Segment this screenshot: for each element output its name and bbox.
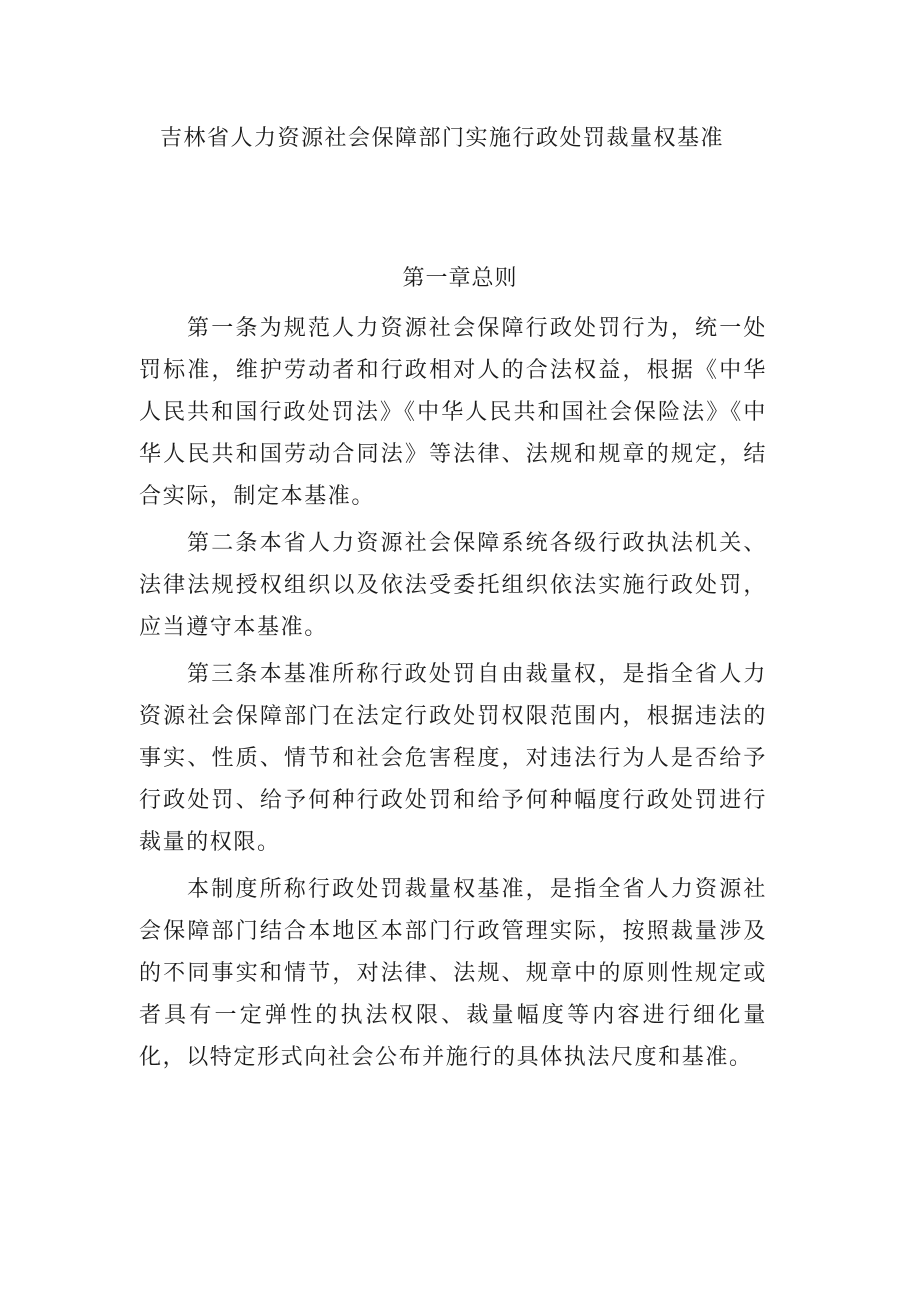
document-title: 吉林省人力资源社会保障部门实施行政处罚裁量权基准 [160,126,725,151]
benchmark-definition-paragraph: 本制度所称行政处罚裁量权基准，是指全省人力资源社会保障部门结合本地区本部门行政管理实际，按照裁量涉及的不同事实和情节，对法律、法规、规章中的原则性规定或者具有一定弹性的执法权限、裁量幅度等内容进行细化量化，以特定形式向社会公布并施行的具体执法尺度和基准。 [139,877,767,1070]
article-2-paragraph: 第二条本省人力资源社会保障系统各级行政执法机关、法律法规授权组织以及依法受委托组织依法实施行政处罚，应当遵守本基准。 [139,531,767,640]
article-1-paragraph: 第一条为规范人力资源社会保障行政处罚行为，统一处罚标准，维护劳动者和行政相对人的合法权益，根据《中华人民共和国行政处罚法》《中华人民共和国社会保险法》《中华人民共和国劳动合同法》等法律、法规和规章的规定，结合实际，制定本基准。 [139,316,767,509]
document-body [139,308,767,1084]
article-3-paragraph: 第三条本基准所称行政处罚自由裁量权，是指全省人力资源社会保障部门在法定行政处罚权限范围内，根据违法的事实、性质、情节和社会危害程度，对违法行为人是否给予行政处罚、给予何种行政处罚和给予何种幅度行政处罚进行裁量的权限。 [139,662,767,855]
chapter-heading: 第一章总则 [402,266,518,291]
